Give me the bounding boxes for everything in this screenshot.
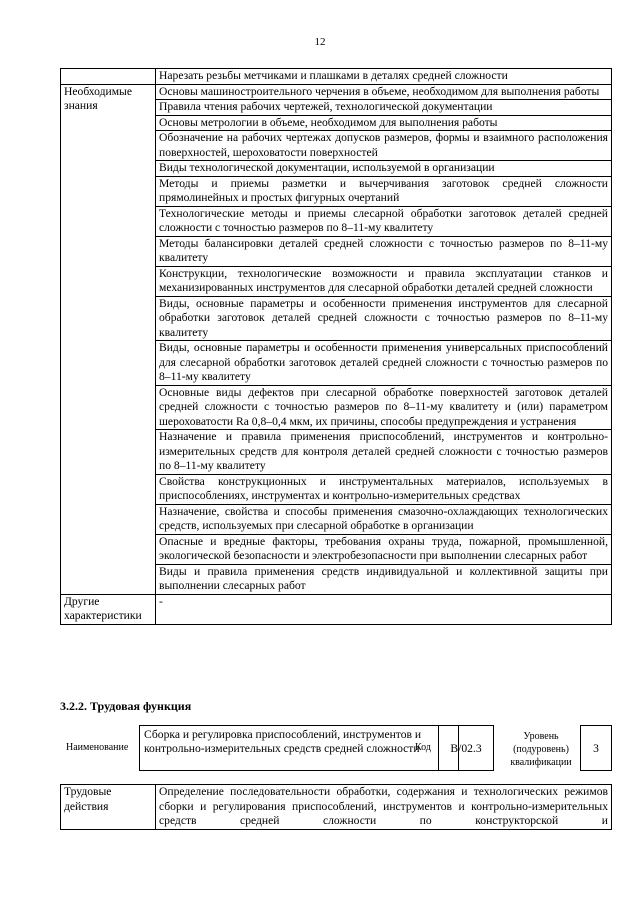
knowledge-item: Опасные и вредные факторы, требования охраны труда, пожарной, промышленной, экологической безопасности и электробезопасности при выполнении слесарных работ: [156, 534, 612, 564]
level-value: 3: [580, 725, 612, 771]
function-name-value: Сборка и регулировка приспособлений, инструментов и контрольно-измерительных средств средней сложности: [139, 725, 459, 771]
name-label: Наименование: [66, 742, 129, 753]
page-number: 12: [314, 36, 326, 48]
knowledge-item: Методы и приемы разметки и вычерчивания заготовок средней сложности прямолинейных и простых фигурных очертаний: [156, 176, 612, 206]
knowledge-item: Правила чтения рабочих чертежей, технологической документации: [156, 100, 612, 116]
code-label: Код: [415, 742, 431, 753]
function-code-value: B/02.3: [438, 725, 494, 771]
knowledge-label: Необходимые знания: [61, 84, 156, 594]
knowledge-item: Виды, основные параметры и особенности применения инструментов для слесарной обработки заготовок деталей средней сложности с точностью размеров по 8–11-му квалитету: [156, 296, 612, 341]
actions-table: [60, 784, 612, 830]
level-label: Уровень (подуровень) квалификации: [510, 731, 572, 768]
knowledge-item: Обозначение на рабочих чертежах допусков размеров, формы и взаимного расположения поверхностей, шероховатости поверхностей: [156, 131, 612, 161]
table-row: [61, 785, 612, 830]
other-label: Другие характеристики: [61, 594, 156, 624]
knowledge-item: Технологические методы и приемы слесарной обработки заготовок деталей средней сложности с точностью размеров по 8–11-му квалитету: [156, 206, 612, 236]
other-value: -: [156, 594, 612, 624]
knowledge-item: Виды, основные параметры и особенности применения универсальных приспособлений для слесарной обработки заготовок деталей средней сложности с точностью размеров по 8–11-му квалитету: [156, 341, 612, 386]
knowledge-item: Основы машиностроительного черчения в объеме, необходимом для выполнения работы: [156, 84, 612, 100]
top-row-text: Нарезать резьбы метчиками и плашками в деталях средней сложности: [156, 69, 612, 85]
actions-first-item: Определение последовательности обработки, содержания и технологических режимов сборки и регулирования приспособлений, инструментов и контрольно-измерительных средств средней сложности по конструкторской и: [156, 785, 612, 830]
actions-label: Трудовые действия: [61, 785, 156, 830]
knowledge-item: Виды технологической документации, используемой в организации: [156, 161, 612, 177]
knowledge-item: Основные виды дефектов при слесарной обработке поверхностей заготовок деталей средней сложности с точностью размеров по 8–11-му квалитету и (или) параметром шероховатости Ra 0,8–0,4 мкм, их причины, способы предупреждения и устранения: [156, 385, 612, 430]
section-title: 3.2.2. Трудовая функция: [60, 699, 192, 713]
knowledge-item: Назначение и правила применения приспособлений, инструментов и контрольно-измерительных средств для контроля деталей средней сложности с точностью размеров по 8–11-му квалитету: [156, 430, 612, 475]
knowledge-item: Назначение, свойства и способы применения смазочно-охлаждающих технологических средств, используемых при слесарной обработке в организации: [156, 504, 612, 534]
knowledge-item: Виды и правила применения средств индивидуальной и коллективной защиты при выполнении слесарных работ: [156, 564, 612, 594]
knowledge-item: Конструкции, технологические возможности и правила эксплуатации станков и механизированных инструментов для слесарной обработки деталей средней сложности: [156, 266, 612, 296]
knowledge-item: Основы метрологии в объеме, необходимом для выполнения работы: [156, 115, 612, 131]
knowledge-item: Свойства конструкционных и инструментальных материалов, используемых в приспособлениях, инструментах и контрольно-измерительных средствах: [156, 474, 612, 504]
knowledge-item: Методы балансировки деталей средней сложности с точностью размеров по 8–11-му квалитету: [156, 236, 612, 266]
